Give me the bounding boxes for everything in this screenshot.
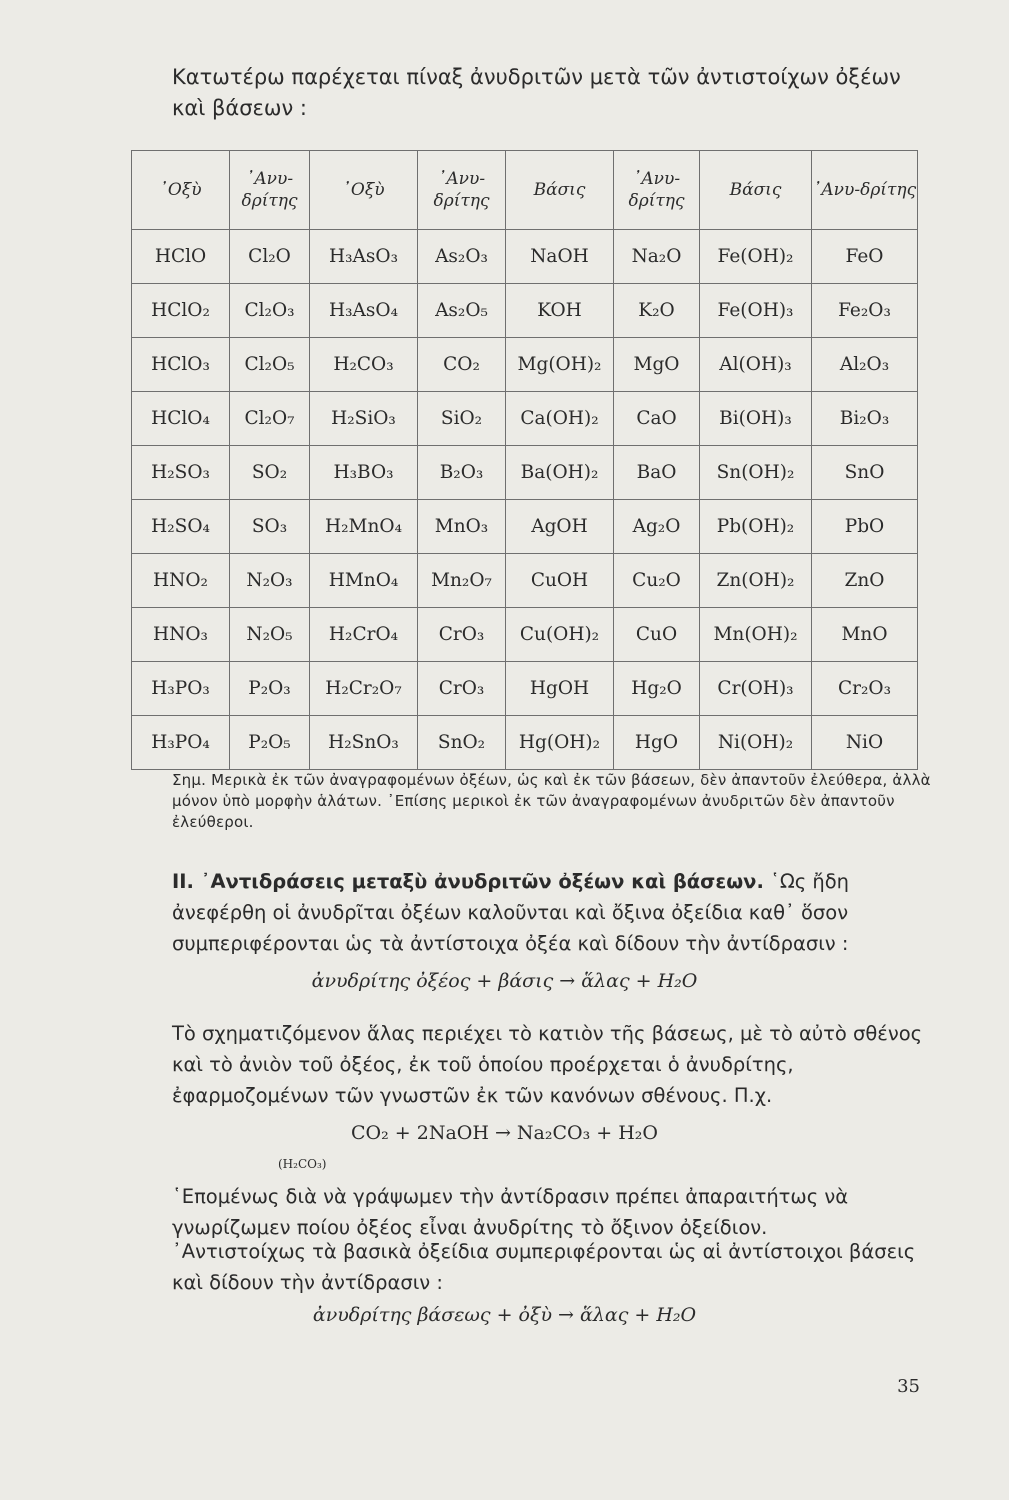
table-row xyxy=(132,500,918,554)
table-cell: Mg(OH)₂ xyxy=(506,338,614,392)
table-cell: CuO xyxy=(614,608,700,662)
table-cell: Bi₂O₃ xyxy=(812,392,918,446)
table-cell: Cl₂O₃ xyxy=(230,284,310,338)
table-cell: P₂O₅ xyxy=(230,716,310,770)
table-cell: Mn₂O₇ xyxy=(418,554,506,608)
section-paragraph xyxy=(172,866,932,959)
table-cell: Cl₂O₇ xyxy=(230,392,310,446)
table-cell: MnO₃ xyxy=(418,500,506,554)
table-cell: SiO₂ xyxy=(418,392,506,446)
table-row xyxy=(132,608,918,662)
table-cell: As₂O₅ xyxy=(418,284,506,338)
table-cell: PbO xyxy=(812,500,918,554)
table-cell: HNO₂ xyxy=(132,554,230,608)
table-row xyxy=(132,392,918,446)
table-cell: Ca(OH)₂ xyxy=(506,392,614,446)
table-row xyxy=(132,284,918,338)
table-cell: CuOH xyxy=(506,554,614,608)
header-anhydride: ᾿Ανυ-δρίτης xyxy=(614,151,700,230)
table-cell: Cr₂O₃ xyxy=(812,662,918,716)
table-cell: Fe(OH)₃ xyxy=(700,284,812,338)
table-row xyxy=(132,446,918,500)
table-cell: BaO xyxy=(614,446,700,500)
header-base: Βάσις xyxy=(506,151,614,230)
table-cell: H₂CrO₄ xyxy=(310,608,418,662)
table-cell: SO₂ xyxy=(230,446,310,500)
header-acid: ᾿Οξὺ xyxy=(132,151,230,230)
table-cell: Ni(OH)₂ xyxy=(700,716,812,770)
table-cell: As₂O₃ xyxy=(418,230,506,284)
anhydrides-table xyxy=(131,150,918,770)
table-cell: H₂MnO₄ xyxy=(310,500,418,554)
table-row xyxy=(132,716,918,770)
note-text: Σημ. Μερικὰ ἐκ τῶν ἀναγραφομένων ὀξέων, ὡς καὶ ἐκ τῶν βάσεων, δὲν ἀπαντοῦν ἐλεύθερα, ἀλλὰ μόνον ὑπὸ μορφὴν ἁλάτων. ᾿Επίσης μερικοὶ ἐκ τῶν ἀναγραφομένων ἀνυδριτῶν δὲν ἀπαντοῦν ἐλεύθεροι. xyxy=(172,771,931,831)
table-cell: H₂SiO₃ xyxy=(310,392,418,446)
table-cell: SnO₂ xyxy=(418,716,506,770)
table-cell: Zn(OH)₂ xyxy=(700,554,812,608)
table-cell: CrO₃ xyxy=(418,608,506,662)
table-cell: AgOH xyxy=(506,500,614,554)
table-cell: P₂O₃ xyxy=(230,662,310,716)
table-cell: HgOH xyxy=(506,662,614,716)
table-cell: Cu₂O xyxy=(614,554,700,608)
table-cell: Fe₂O₃ xyxy=(812,284,918,338)
table-cell: Ag₂O xyxy=(614,500,700,554)
table-cell: H₃BO₃ xyxy=(310,446,418,500)
table-row xyxy=(132,338,918,392)
table-cell: NiO xyxy=(812,716,918,770)
table-cell: KOH xyxy=(506,284,614,338)
table-row xyxy=(132,662,918,716)
table-cell: Cl₂O xyxy=(230,230,310,284)
intro-text: Κατωτέρω παρέχεται πίναξ ἀνυδριτῶν μετὰ τῶν ἀντιστοίχων ὀξέων καὶ βάσεων : xyxy=(172,65,901,120)
table-cell: SO₃ xyxy=(230,500,310,554)
paragraph-requirement: ῾Επομένως διὰ νὰ γράψωμεν τὴν ἀντίδρασιν πρέπει ἀπαραιτήτως νὰ γνωρίζωμεν ποίου ὀξέος εἶναι ἀνυδρίτης τὸ ὄξινον ὀξείδιον. xyxy=(172,1185,849,1239)
table-cell: Hg(OH)₂ xyxy=(506,716,614,770)
table-cell: HNO₃ xyxy=(132,608,230,662)
table-cell: ZnO xyxy=(812,554,918,608)
table-header-row xyxy=(132,151,918,230)
table-cell: Al₂O₃ xyxy=(812,338,918,392)
table-cell: H₂Cr₂O₇ xyxy=(310,662,418,716)
table-cell: Sn(OH)₂ xyxy=(700,446,812,500)
table-cell: HClO₄ xyxy=(132,392,230,446)
paragraph-salt-formation: Τὸ σχηματιζόμενον ἅλας περιέχει τὸ κατιὸν τῆς βάσεως, μὲ τὸ αὐτὸ σθένος καὶ τὸ ἀνιὸν τοῦ ὀξέος, ἐκ τοῦ ὁποίου προέρχεται ὁ ἀνυδρίτης, ἐφαρμοζομένων τῶν γνωστῶν ἐκ τῶν κανόνων σθένους. Π.χ. xyxy=(172,1022,923,1107)
section-heading: II. ᾿Αντιδράσεις μεταξὺ ἀνυδριτῶν ὀξέων καὶ βάσεων. xyxy=(172,870,764,893)
table-cell: Bi(OH)₃ xyxy=(700,392,812,446)
example-equation-note: (H₂CO₃) xyxy=(278,1157,327,1171)
table-cell: Fe(OH)₂ xyxy=(700,230,812,284)
table-cell: FeO xyxy=(812,230,918,284)
table-cell: H₃PO₃ xyxy=(132,662,230,716)
table-cell: HClO₃ xyxy=(132,338,230,392)
table-row xyxy=(132,554,918,608)
table-cell: N₂O₅ xyxy=(230,608,310,662)
table-cell: Cu(OH)₂ xyxy=(506,608,614,662)
table-cell: MnO xyxy=(812,608,918,662)
header-acid: ᾿Οξὺ xyxy=(310,151,418,230)
table-cell: Cl₂O₅ xyxy=(230,338,310,392)
table-cell: Cr(OH)₃ xyxy=(700,662,812,716)
table-cell: Mn(OH)₂ xyxy=(700,608,812,662)
table-cell: H₂CO₃ xyxy=(310,338,418,392)
section-text: ῾Ως ἤδη ἀνεφέρθη οἱ ἀνυδρῖται ὀξέων καλοῦνται καὶ ὄξινα ὀξείδια καθ᾿ ὅσον συμπεριφέρονται ὡς τὰ ἀντίστοιχα ὀξέα καὶ δίδουν τὴν ἀντίδρασιν : xyxy=(172,870,850,955)
table-cell: CO₂ xyxy=(418,338,506,392)
table-row xyxy=(132,230,918,284)
table-cell: H₂SO₃ xyxy=(132,446,230,500)
header-anhydride: ᾿Ανυ-δρίτης xyxy=(230,151,310,230)
table-cell: HMnO₄ xyxy=(310,554,418,608)
table-cell: HClO xyxy=(132,230,230,284)
table-cell: HgO xyxy=(614,716,700,770)
table-cell: Pb(OH)₂ xyxy=(700,500,812,554)
table-cell: H₂SnO₃ xyxy=(310,716,418,770)
table-cell: CaO xyxy=(614,392,700,446)
header-base: Βάσις xyxy=(700,151,812,230)
table-cell: N₂O₃ xyxy=(230,554,310,608)
table-cell: MgO xyxy=(614,338,700,392)
table-cell: HClO₂ xyxy=(132,284,230,338)
table-cell: H₃AsO₄ xyxy=(310,284,418,338)
paragraph-basic-oxides: ᾿Αντιστοίχως τὰ βασικὰ ὀξείδια συμπεριφέρονται ὡς αἱ ἀντίστοιχοι βάσεις καὶ δίδουν τὴν ἀντίδρασιν : xyxy=(172,1240,916,1294)
general-equation-base-anhydride: ἀνυδρίτης βάσεως + ὀξὺ → ἅλας + H₂O xyxy=(312,1304,697,1326)
header-anhydride: ᾿Ανυ-δρίτης xyxy=(418,151,506,230)
table-cell: CrO₃ xyxy=(418,662,506,716)
table-cell: Hg₂O xyxy=(614,662,700,716)
table-cell: B₂O₃ xyxy=(418,446,506,500)
table-cell: H₃PO₄ xyxy=(132,716,230,770)
header-anhydride: ᾿Ανυ-δρίτης xyxy=(812,151,918,230)
table-cell: K₂O xyxy=(614,284,700,338)
table-body xyxy=(132,230,918,770)
table-cell: NaOH xyxy=(506,230,614,284)
table-cell: Ba(OH)₂ xyxy=(506,446,614,500)
table-cell: SnO xyxy=(812,446,918,500)
page-number: 35 xyxy=(897,1376,920,1397)
table-cell: Al(OH)₃ xyxy=(700,338,812,392)
general-equation-acid-anhydride: ἀνυδρίτης ὀξέος + βάσις → ἅλας + H₂O xyxy=(311,970,698,992)
table-cell: H₂SO₄ xyxy=(132,500,230,554)
example-equation: CO₂ + 2NaOH → Na₂CO₃ + H₂O xyxy=(351,1122,658,1144)
table-cell: H₃AsO₃ xyxy=(310,230,418,284)
table-cell: Na₂O xyxy=(614,230,700,284)
